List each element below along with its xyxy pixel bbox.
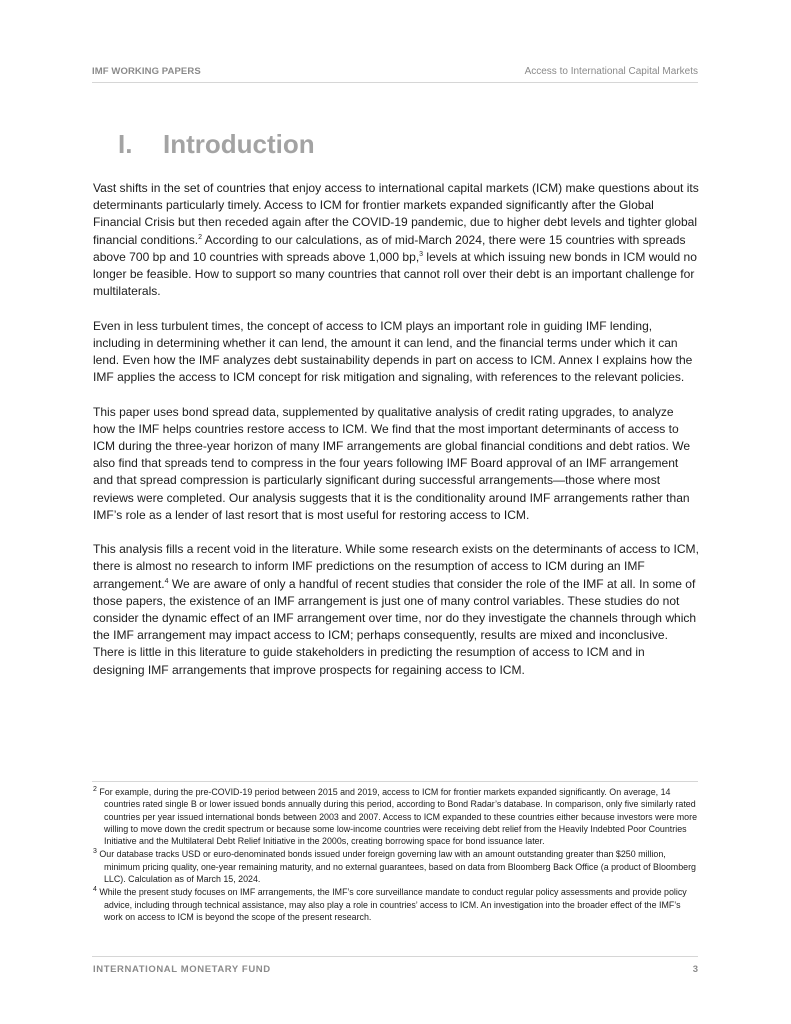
page-number: 3 [692,964,698,975]
footnote-divider [92,781,698,782]
header-series-title: IMF WORKING PAPERS [92,66,201,77]
footnote-number: 4 [93,886,97,894]
footnote-ref[interactable]: 4 [164,577,169,585]
footnote-ref[interactable]: 2 [198,233,203,241]
section-title: Introduction [163,129,315,159]
section-number: I. [118,129,133,159]
paragraph: This paper uses bond spread data, supplemented by qualitative analysis of credit rating upgrades, to analyze how the IMF helps countries restore access to ICM. We find that the most important determinants of access to ICM during the three-year horizon of many IMF arrangements are global financial conditions and debt ratios. We also find that spreads tend to compress in the four years following IMF Board approval of an IMF arrangement and that spread compression is particularly significant during successful arrangements—those where most reviews were completed. Our analysis suggests that it is the conditionality around IMF arrangements rather than IMF’s role as a lender of last resort that is most useful for restoring access to ICM. [93,404,691,522]
footnote: $^4$ While the present study focuses on IMF arrangements, the IMF’s core surveillance mandate to conduct regular policy assessments and provide policy advice, including through technical assistance, may also play a role in countries’ access to ICM. An investigation into the broader effect of the IMF’s work on access to ICM is beyond the scope of the present research. [93,886,687,922]
footnote: $^2$ For example, during the pre-COVID-19 period between 2015 and 2019, access to ICM for frontier markets expanded significantly. On average, 14 countries rated single B or lower issued bonds annually during this period, according to Bond Radar’s database. In comparison, only five similarly rated countries per year issued international bonds between 2003 and 2007. Access to ICM expanded to these countries either because investors were more willing to move down the credit spectrum or because some low-income countries were receiving debt relief from the Heavily Indebted Poor Countries Initiative and the Multilateral Debt Relief Initiative in the 2000s, creating borrowing space for bond issuance later. [93,786,698,847]
footnote-number: 3 [93,848,97,856]
footer-divider [92,956,698,957]
paragraph: This analysis fills a recent void in the literature. While some research exists on the determinants of access to ICM, there is almost no research to inform IMF predictions on the resumption of access to ICM during an IMF arrangement.$^4$ We are aware of only a handful of recent studies that consider the role of the IMF at all. In some of those papers, the existence of an IMF arrangement is just one of many control variables. These studies do not consider the dynamic effect of an IMF arrangement over time, nor do they investigate the channels through which the IMF arrangement may impact access to ICM; perhaps consequently, results are mixed and inconclusive. There is little in this literature to guide stakeholders in predicting the resumption of access to ICM and in designing IMF arrangements that improve prospects for regaining access to ICM. [93,542,699,677]
body-text [93,180,699,696]
paragraph: Even in less turbulent times, the concept of access to ICM plays an important role in guiding IMF lending, including in determining whether it can lend, the amount it can lend, and the financial terms under which it can lend. Even how the IMF analyzes debt sustainability depends in part on access to ICM. Annex I explains how the IMF applies the access to ICM concept for risk mitigation and signaling, with references to the relevant policies. [93,318,693,385]
footer-publisher: INTERNATIONAL MONETARY FUND [93,964,271,975]
header-divider [92,82,698,83]
footnote-number: 2 [93,786,97,794]
footnote-ref[interactable]: 3 [419,250,424,258]
section-heading [118,129,315,160]
running-header [92,66,698,82]
header-paper-title: Access to International Capital Markets [524,66,698,77]
footnote: $^3$ Our database tracks USD or euro-denominated bonds issued under foreign governing law with an amount outstanding greater than $250 million, minimum pricing quality, one-year remaining maturity, and no external guarantees, based on data from Bloomberg Back Office (a product of Bloomberg LLC). Calculation as of March 15, 2024. [93,848,696,885]
paragraph: Vast shifts in the set of countries that enjoy access to international capital markets (ICM) make questions about its determinants particularly timely. Access to ICM for frontier markets expanded significantly after the Global Financial Crisis but then receded again after the COVID-19 pandemic, due to higher debt levels and tighter global financial conditions.$^2$ According to our calculations, as of mid-March 2024, there were 15 countries with spreads above 700 bp and 10 countries with spreads above 1,000 bp,$^3$ levels at which issuing new bonds in ICM would no longer be feasible. How to support so many countries that cannot roll over their debt is an important challenge for multilaterals. [93,181,699,299]
footnotes [93,786,701,924]
